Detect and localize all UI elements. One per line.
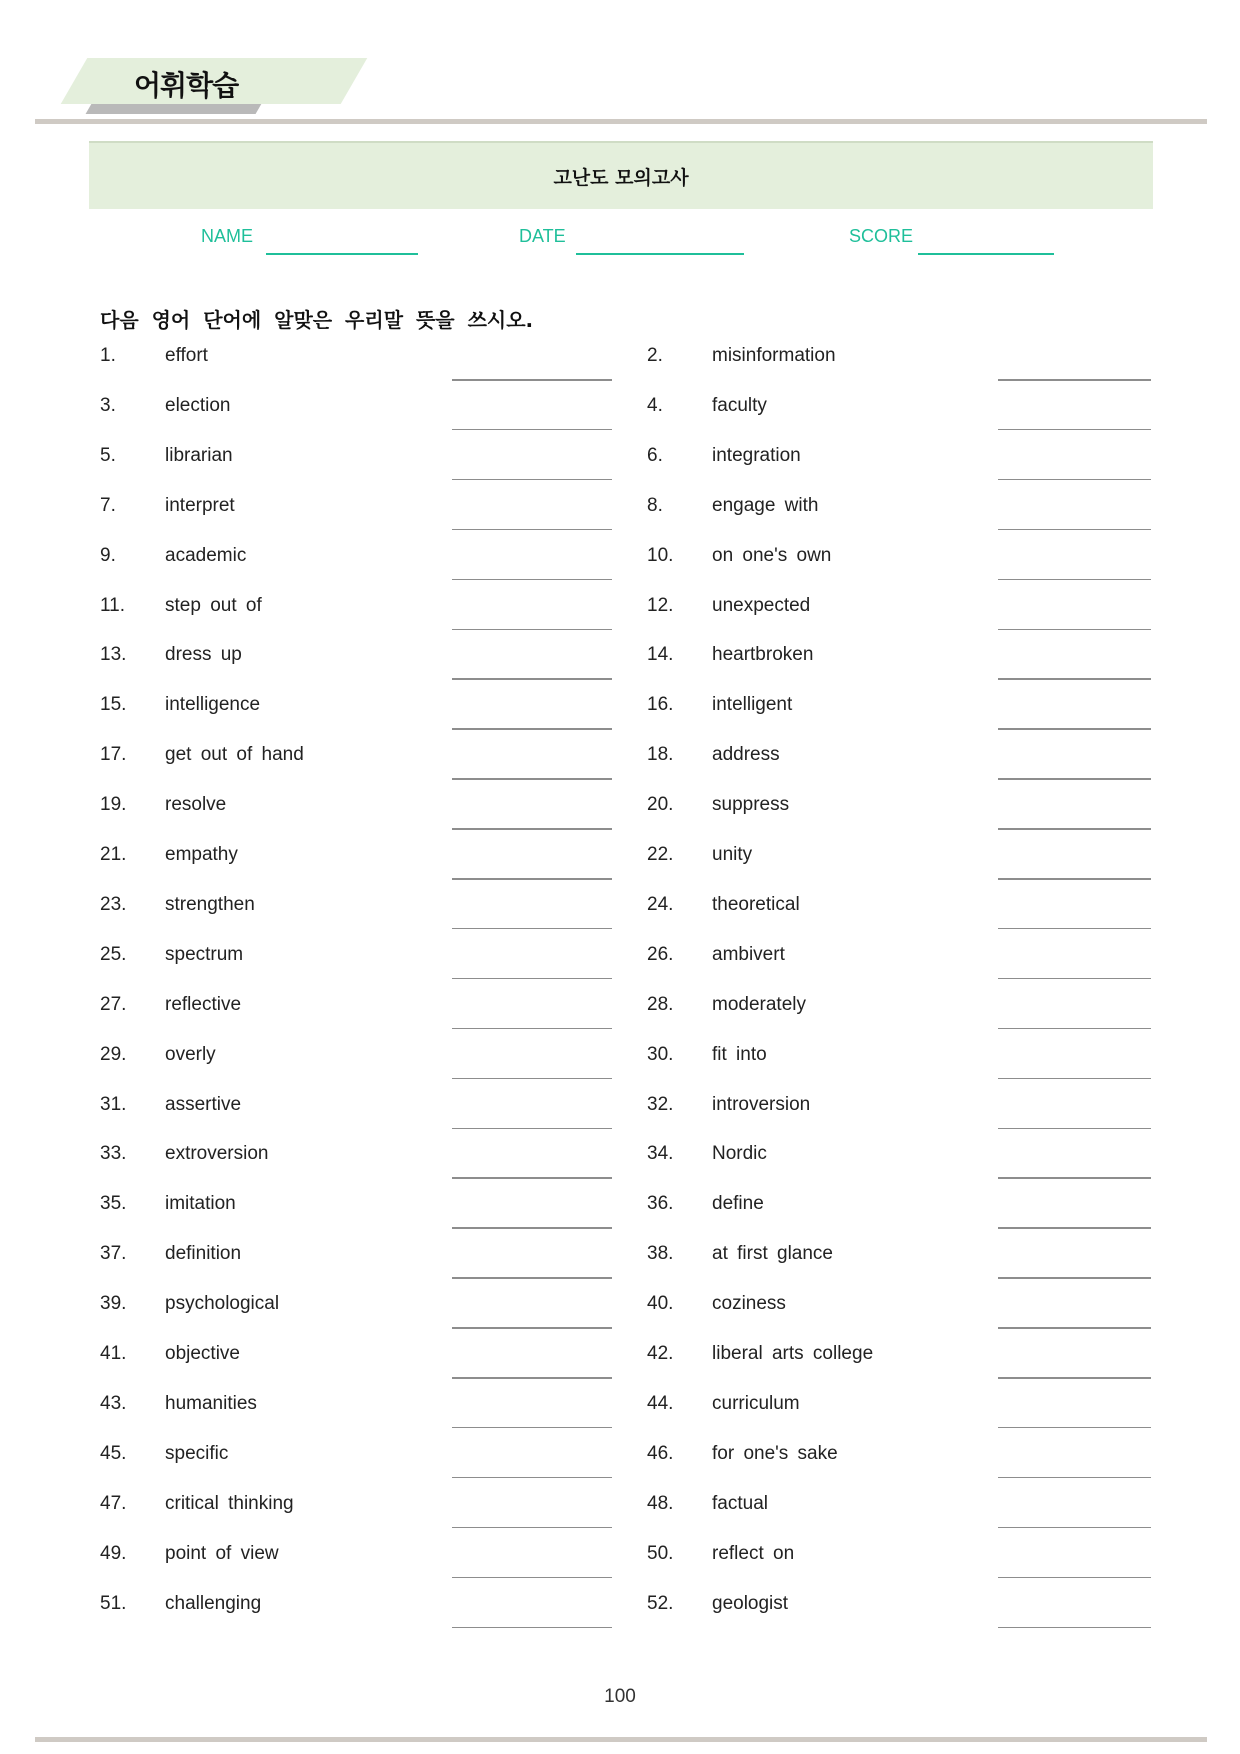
answer-blank[interactable]: [998, 1177, 1151, 1179]
date-label: DATE: [519, 226, 566, 246]
test-title-band: [89, 141, 1153, 209]
answer-blank[interactable]: [998, 1078, 1151, 1080]
score-field[interactable]: [918, 253, 1054, 255]
item-word: point of view: [165, 1542, 279, 1564]
answer-blank[interactable]: [998, 778, 1151, 780]
answer-blank[interactable]: [452, 1028, 612, 1030]
item-number: 17.: [100, 744, 127, 766]
item-number: 9.: [100, 544, 116, 566]
item-number: 42.: [647, 1343, 674, 1364]
answer-blank[interactable]: [452, 1128, 612, 1130]
item-word: at first glance: [712, 1243, 833, 1265]
item-word: librarian: [165, 444, 233, 466]
answer-blank[interactable]: [452, 579, 612, 581]
item-number: 31.: [100, 1093, 127, 1115]
item-number: 7.: [100, 494, 116, 516]
item-word: factual: [712, 1492, 768, 1514]
item-word: empathy: [165, 844, 238, 865]
item-word: suppress: [712, 794, 790, 816]
answer-blank[interactable]: [452, 728, 612, 730]
item-number: 45.: [100, 1442, 127, 1464]
item-word: liberal arts college: [712, 1343, 874, 1364]
item-word: unexpected: [712, 594, 811, 616]
top-divider: [35, 119, 1207, 124]
item-number: 5.: [100, 444, 116, 466]
item-word: ambivert: [712, 943, 785, 965]
answer-blank[interactable]: [998, 1477, 1151, 1479]
answer-blank[interactable]: [452, 928, 612, 930]
answer-blank[interactable]: [998, 1627, 1151, 1629]
item-number: 33.: [100, 1143, 127, 1165]
item-number: 10.: [647, 544, 674, 566]
item-word: unity: [712, 844, 753, 865]
answer-blank[interactable]: [998, 579, 1151, 581]
item-number: 22.: [647, 844, 674, 865]
name-field[interactable]: [266, 253, 418, 255]
answer-blank[interactable]: [998, 429, 1151, 431]
item-number: 44.: [647, 1392, 674, 1414]
page-number: 100: [604, 1686, 636, 1707]
item-word: misinformation: [712, 345, 836, 366]
item-word: heartbroken: [712, 644, 814, 666]
item-word: assertive: [165, 1093, 242, 1115]
item-number: 4.: [647, 394, 663, 416]
answer-blank[interactable]: [452, 1477, 612, 1479]
item-word: fit into: [712, 1043, 767, 1065]
answer-blank[interactable]: [452, 778, 612, 780]
answer-blank[interactable]: [452, 828, 612, 830]
item-number: 19.: [100, 794, 127, 816]
item-number: 25.: [100, 943, 127, 965]
item-number: 16.: [647, 694, 674, 716]
answer-blank[interactable]: [998, 878, 1151, 880]
item-word: interpret: [165, 494, 235, 516]
item-number: 15.: [100, 694, 127, 716]
answer-blank[interactable]: [998, 379, 1151, 381]
item-number: 48.: [647, 1492, 674, 1514]
item-word: objective: [165, 1343, 240, 1364]
item-word: dress up: [165, 644, 242, 666]
item-number: 32.: [647, 1093, 674, 1115]
item-number: 14.: [647, 644, 674, 666]
item-number: 49.: [100, 1542, 127, 1564]
item-word: Nordic: [712, 1143, 767, 1165]
item-word: theoretical: [712, 893, 800, 915]
answer-blank[interactable]: [998, 1577, 1151, 1579]
item-number: 50.: [647, 1542, 674, 1564]
answer-blank[interactable]: [452, 1427, 612, 1429]
item-number: 35.: [100, 1193, 127, 1215]
answer-blank[interactable]: [998, 928, 1151, 930]
item-word: psychological: [165, 1293, 280, 1315]
item-number: 20.: [647, 794, 674, 816]
item-word: step out of: [165, 594, 262, 616]
item-word: integration: [712, 444, 801, 466]
item-word: reflect on: [712, 1542, 795, 1564]
item-word: strengthen: [165, 893, 255, 915]
answer-blank[interactable]: [452, 678, 612, 680]
answer-blank[interactable]: [452, 429, 612, 431]
item-number: 12.: [647, 594, 674, 616]
section-title: 어휘학습: [134, 69, 239, 102]
item-number: 27.: [100, 993, 127, 1015]
item-number: 18.: [647, 744, 674, 766]
item-number: 28.: [647, 993, 674, 1015]
answer-blank[interactable]: [998, 479, 1151, 481]
item-number: 36.: [647, 1193, 674, 1215]
answer-blank[interactable]: [452, 978, 612, 980]
item-number: 21.: [100, 844, 127, 865]
answer-blank[interactable]: [452, 1577, 612, 1579]
item-word: definition: [165, 1243, 242, 1265]
item-word: humanities: [165, 1392, 257, 1414]
answer-blank[interactable]: [452, 629, 612, 631]
item-number: 29.: [100, 1043, 127, 1065]
item-number: 38.: [647, 1243, 674, 1265]
item-number: 24.: [647, 893, 674, 915]
answer-blank[interactable]: [452, 1527, 612, 1529]
answer-blank[interactable]: [452, 479, 612, 481]
answer-blank[interactable]: [998, 529, 1151, 531]
date-field[interactable]: [576, 253, 744, 255]
item-word: faculty: [712, 394, 767, 416]
item-word: address: [712, 744, 780, 766]
item-word: specific: [165, 1442, 229, 1464]
answer-blank[interactable]: [452, 1277, 612, 1279]
item-word: imitation: [165, 1193, 236, 1215]
item-number: 23.: [100, 893, 127, 915]
bottom-divider: [35, 1737, 1207, 1742]
item-number: 1.: [100, 345, 116, 366]
item-word: effort: [165, 345, 208, 366]
item-number: 2.: [647, 345, 663, 366]
item-number: 43.: [100, 1392, 127, 1414]
answer-blank[interactable]: [998, 629, 1151, 631]
item-word: challenging: [165, 1592, 262, 1614]
score-label: SCORE: [849, 226, 914, 246]
answer-blank[interactable]: [998, 1227, 1151, 1229]
answer-blank[interactable]: [998, 1427, 1151, 1429]
item-word: geologist: [712, 1592, 789, 1614]
answer-blank[interactable]: [452, 878, 612, 880]
item-word: spectrum: [165, 943, 244, 965]
item-word: overly: [165, 1043, 216, 1065]
item-word: academic: [165, 544, 247, 566]
answer-blank[interactable]: [452, 1078, 612, 1080]
answer-blank[interactable]: [998, 1327, 1151, 1329]
answer-blank[interactable]: [998, 828, 1151, 830]
item-number: 3.: [100, 394, 116, 416]
answer-blank[interactable]: [452, 1627, 612, 1629]
item-word: resolve: [165, 794, 227, 816]
answer-blank[interactable]: [998, 1277, 1151, 1279]
item-number: 39.: [100, 1293, 127, 1315]
item-number: 51.: [100, 1592, 127, 1614]
item-word: extroversion: [165, 1143, 269, 1165]
item-word: critical thinking: [165, 1492, 294, 1514]
item-word: intelligence: [165, 694, 261, 716]
item-word: engage with: [712, 494, 819, 516]
name-label: NAME: [201, 226, 254, 246]
item-word: introversion: [712, 1093, 811, 1115]
item-word: election: [165, 394, 231, 416]
item-number: 34.: [647, 1143, 674, 1165]
item-word: for one's sake: [712, 1442, 838, 1464]
answer-blank[interactable]: [452, 1377, 612, 1379]
answer-blank[interactable]: [998, 728, 1151, 730]
item-word: reflective: [165, 993, 242, 1015]
item-number: 37.: [100, 1243, 127, 1265]
item-number: 52.: [647, 1592, 674, 1614]
answer-blank[interactable]: [452, 1327, 612, 1329]
test-title: 고난도 모의고사: [553, 166, 689, 189]
answer-blank[interactable]: [998, 1128, 1151, 1130]
item-number: 40.: [647, 1293, 674, 1315]
item-number: 8.: [647, 494, 663, 516]
item-word: curriculum: [712, 1392, 800, 1414]
item-number: 13.: [100, 644, 127, 666]
item-word: on one's own: [712, 544, 832, 566]
item-number: 30.: [647, 1043, 674, 1065]
answer-blank[interactable]: [998, 678, 1151, 680]
item-word: intelligent: [712, 694, 793, 716]
item-word: coziness: [712, 1293, 786, 1315]
item-number: 26.: [647, 943, 674, 965]
item-number: 41.: [100, 1343, 127, 1364]
item-number: 11.: [100, 594, 126, 616]
item-number: 6.: [647, 444, 663, 466]
answer-blank[interactable]: [452, 1227, 612, 1229]
section-tab: [64, 54, 364, 112]
item-number: 46.: [647, 1442, 674, 1464]
answer-blank[interactable]: [998, 1028, 1151, 1030]
instruction-text: 다음 영어 단어에 알맞은 우리말 뜻을 쓰시오.: [100, 308, 534, 332]
item-word: define: [712, 1193, 764, 1215]
item-word: get out of hand: [165, 744, 304, 766]
answer-blank[interactable]: [998, 1377, 1151, 1379]
item-number: 47.: [100, 1492, 127, 1514]
answer-blank[interactable]: [998, 1527, 1151, 1529]
answer-blank[interactable]: [452, 529, 612, 531]
answer-blank[interactable]: [452, 379, 612, 381]
answer-blank[interactable]: [452, 1177, 612, 1179]
item-word: moderately: [712, 993, 806, 1015]
answer-blank[interactable]: [998, 978, 1151, 980]
